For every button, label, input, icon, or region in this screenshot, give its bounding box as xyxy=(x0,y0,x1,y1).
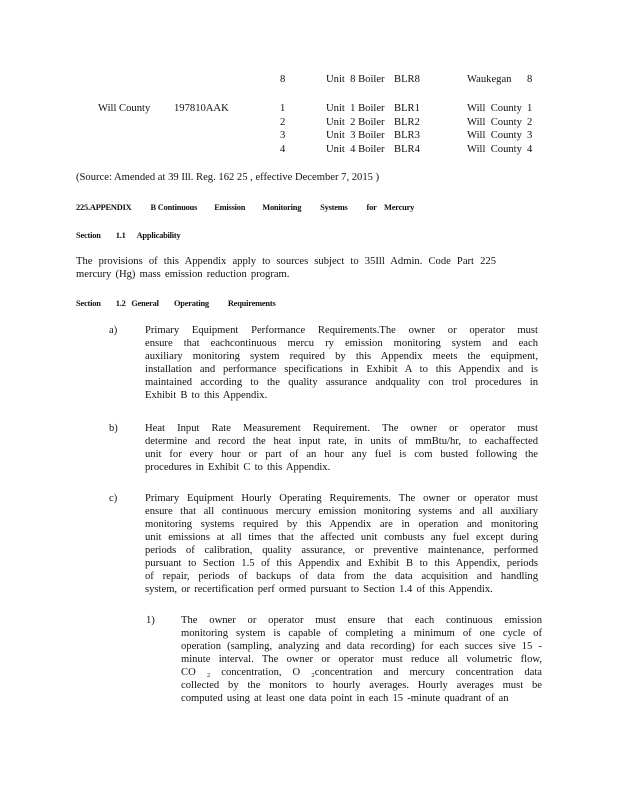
text-line: determine and record the heat input rate, in units of mmBtu/hr, to eachaffected xyxy=(145,436,538,447)
text-line: monitoring system is capable of completing a minimum of one cycle of xyxy=(181,628,542,639)
section-1-2-heading: Section 1.2 General Operating Requirements xyxy=(76,299,276,308)
table-cell-code: BLR3 xyxy=(394,130,420,141)
item-body xyxy=(145,492,538,596)
item-body xyxy=(145,422,538,474)
table-cell-loc-no: 3 xyxy=(527,130,533,141)
appendix-heading: 225.APPENDIX B Continuous Emission Monitoring Systems for Mercury xyxy=(76,203,415,212)
table-cell-location: Will County xyxy=(467,117,522,128)
table-cell-id: 197810AAK xyxy=(174,103,229,114)
table-cell-code: BLR8 xyxy=(394,74,420,85)
text-line: operation (sampling, analyzing and data recording) for each succes sive 15 - xyxy=(181,641,542,652)
text-line: monitoring systems required by this Appendix are in operation and monitoring xyxy=(145,519,538,530)
table-cell-unit: Unit 8 Boiler xyxy=(326,74,385,85)
text-line: CO ₂ concentration, O ₂concentration and mercury concentration data xyxy=(181,667,542,678)
table-cell-code: BLR2 xyxy=(394,117,420,128)
item-label: a) xyxy=(109,325,118,336)
text-line: minute interval. The owner or operator must reduce all volumetric flow, xyxy=(181,654,542,665)
table-cell-county: Will County xyxy=(98,103,151,114)
table-cell-unit: Unit 3 Boiler xyxy=(326,130,385,141)
source-note: (Source: Amended at 39 Ill. Reg. 162 25 , effective December 7, 2015 ) xyxy=(76,172,380,183)
sub-item-label: 1) xyxy=(146,615,155,626)
table-cell-code: BLR4 xyxy=(394,144,420,155)
text-line: The provisions of this Appendix apply to sources subject to 35Ill Admin. Code Part 225 xyxy=(76,256,496,267)
text-line: computed using at least one data point in each 15 -minute quadrant of an xyxy=(181,693,509,704)
table-cell-unit-no: 1 xyxy=(280,103,286,114)
item-body xyxy=(145,324,538,402)
table-cell-location: Will County xyxy=(467,144,522,155)
table-cell-loc-no: 8 xyxy=(527,74,533,85)
table-cell-loc-no: 1 xyxy=(527,103,533,114)
text-line: installation and performance specifications in Exhibit A to this Appendix and is xyxy=(145,364,538,375)
section-1-1-heading: Section 1.1 Applicability xyxy=(76,231,181,240)
text-line: system, or recertification perf ormed pursuant to Section 1.4 of this Appendix. xyxy=(145,584,493,595)
text-line: Heat Input Rate Measurement Requirement. The owner or operator must xyxy=(145,423,538,434)
text-line: Exhibit B to this Appendix. xyxy=(145,390,268,401)
text-line: of repair, periods of backups of data from the data acquisition and handling xyxy=(145,571,538,582)
text-line: ensure that all continuous mercury emission monitoring systems and all auxiliary xyxy=(145,506,538,517)
table-cell-loc-no: 4 xyxy=(527,144,533,155)
text-line: collected by the monitors to hourly averages. Hourly averages must be xyxy=(181,680,542,691)
table-cell-unit-no: 4 xyxy=(280,144,286,155)
text-line: Primary Equipment Performance Requirements.The owner or operator must xyxy=(145,325,538,336)
text-line: pursuant to Section 1.5 of this Appendix and Exhibit B to this Appendix, periods xyxy=(145,558,538,569)
table-cell-location: Waukegan xyxy=(467,74,512,85)
table-cell-unit: Unit 2 Boiler xyxy=(326,117,385,128)
text-line: ensure that eachcontinuous mercu ry emission monitoring system and each xyxy=(145,338,538,349)
table-cell-location: Will County xyxy=(467,130,522,141)
text-line: mercury (Hg) mass emission reduction program. xyxy=(76,269,290,280)
text-line: Primary Equipment Hourly Operating Requirements. The owner or operator must xyxy=(145,493,538,504)
section-1-1-body xyxy=(76,255,496,281)
item-label: c) xyxy=(109,493,118,504)
table-cell-unit-no: 8 xyxy=(280,74,286,85)
text-line: maintained according to the quality assurance andquality con trol procedures in xyxy=(145,377,538,388)
text-line: unit for every hour or part of an hour any fuel is com busted following the xyxy=(145,449,538,460)
table-cell-loc-no: 2 xyxy=(527,117,533,128)
table-cell-unit-no: 3 xyxy=(280,130,286,141)
table-cell-unit-no: 2 xyxy=(280,117,286,128)
item-label: b) xyxy=(109,423,118,434)
text-line: The owner or operator must ensure that each continuous emission xyxy=(181,615,542,626)
table-cell-code: BLR1 xyxy=(394,103,420,114)
text-line: unit emissions at all times that the affected unit combusts any fuel except during xyxy=(145,532,538,543)
text-line: auxiliary monitoring system required by this Appendix meets the equipment, xyxy=(145,351,538,362)
sub-item-body xyxy=(181,614,542,705)
table-cell-unit: Unit 1 Boiler xyxy=(326,103,385,114)
text-line: procedures in Exhibit C to this Appendix. xyxy=(145,462,331,473)
table-cell-unit: Unit 4 Boiler xyxy=(326,144,385,155)
text-line: periods of calibration, quality assurance, or preventive maintenance, performed xyxy=(145,545,538,556)
table-cell-location: Will County xyxy=(467,103,522,114)
